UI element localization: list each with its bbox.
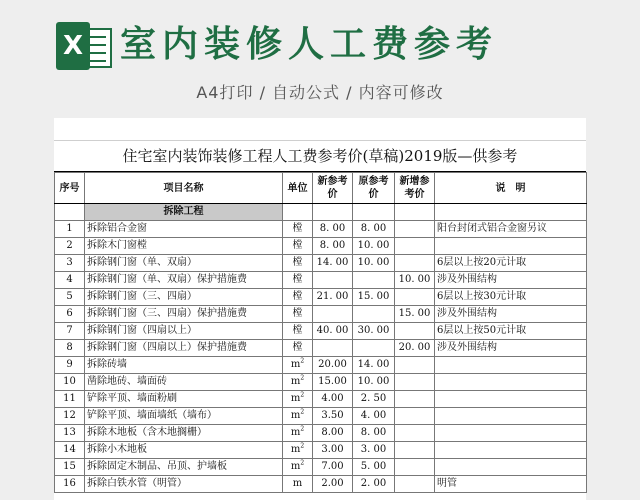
table-row bbox=[55, 442, 587, 459]
cell-added-price bbox=[395, 323, 435, 340]
table-row bbox=[55, 255, 587, 272]
col-header-new-price: 新参考价 bbox=[313, 173, 353, 204]
cell-name: 拆除钢门窗（单、双扇）保护措施费 bbox=[85, 272, 283, 289]
cell-unit: 樘 bbox=[283, 255, 313, 272]
cell-no: 5 bbox=[55, 289, 85, 306]
cell-name: 拆除钢门窗（三、四扇）保护措施费 bbox=[85, 306, 283, 323]
cell-no: 13 bbox=[55, 425, 85, 442]
table-row bbox=[55, 238, 587, 255]
cell-name: 拆除木地板（含木地搁栅） bbox=[85, 425, 283, 442]
cell-unit: $m^2$ bbox=[283, 459, 313, 476]
cell-new-price: 7.00 bbox=[313, 459, 353, 476]
table-row bbox=[55, 459, 587, 476]
unit-superscript: 2 bbox=[300, 357, 305, 365]
cell-new-price: 20.00 bbox=[313, 357, 353, 374]
cell-note: 6层以上按20元计取 bbox=[435, 255, 587, 272]
cell-note: 阳台封闭式铝合金窗另议 bbox=[435, 221, 587, 238]
cell-note bbox=[435, 459, 587, 476]
sheet-title: 住宅室内装饰装修工程人工费参考价(草稿)2019版—供参考 bbox=[54, 141, 586, 172]
cell-new-price: 3.50 bbox=[313, 408, 353, 425]
cell-name: 铲除平顶、墙面粉刷 bbox=[85, 391, 283, 408]
cell-no: 8 bbox=[55, 340, 85, 357]
cell-name: 铲除平顶、墙面墙纸（墙布） bbox=[85, 408, 283, 425]
table-row bbox=[55, 357, 587, 374]
cell-unit: 樘 bbox=[283, 272, 313, 289]
cell-unit: $m^2$ bbox=[283, 442, 313, 459]
col-header-unit: 单位 bbox=[283, 173, 313, 204]
cell-old-price bbox=[353, 306, 395, 323]
cell-note: 涉及外围结构 bbox=[435, 340, 587, 357]
cell-no: 6 bbox=[55, 306, 85, 323]
blank-row bbox=[54, 118, 586, 141]
cell-name: 拆除砖墙 bbox=[85, 357, 283, 374]
spreadsheet bbox=[54, 118, 586, 500]
table-row bbox=[55, 374, 587, 391]
cell-added-price: 15. 00 bbox=[395, 306, 435, 323]
price-table bbox=[54, 172, 587, 493]
cell-added-price bbox=[395, 442, 435, 459]
cell-unit: $m^2$ bbox=[283, 425, 313, 442]
cell-added-price: 10. 00 bbox=[395, 272, 435, 289]
cell-new-price: 15.00 bbox=[313, 374, 353, 391]
header-row bbox=[55, 173, 587, 204]
cell-unit: $m^2$ bbox=[283, 374, 313, 391]
cell-new-price: 4.00 bbox=[313, 391, 353, 408]
cell-added-price bbox=[395, 408, 435, 425]
table-row bbox=[55, 272, 587, 289]
cell-old-price: 3. 00 bbox=[353, 442, 395, 459]
cell-note: 明管 bbox=[435, 476, 587, 493]
cell-unit: $m^2$ bbox=[283, 357, 313, 374]
cell-no: 10 bbox=[55, 374, 85, 391]
cell-name: 拆除小木地板 bbox=[85, 442, 283, 459]
cell-unit: $m^2$ bbox=[283, 391, 313, 408]
cell-name: 拆除钢门窗（四扇以上） bbox=[85, 323, 283, 340]
cell-unit: 樘 bbox=[283, 289, 313, 306]
cell-old-price: 10. 00 bbox=[353, 374, 395, 391]
cell-new-price: 8. 00 bbox=[313, 221, 353, 238]
cell-new-price bbox=[313, 306, 353, 323]
table-row bbox=[55, 221, 587, 238]
cell-name: 拆除木门窗樘 bbox=[85, 238, 283, 255]
banner-title: 室内装修人工费参考 bbox=[120, 24, 499, 65]
cell-added-price bbox=[395, 374, 435, 391]
cell-name: 拆除白铁水管（明管） bbox=[85, 476, 283, 493]
table-row bbox=[55, 323, 587, 340]
cell-unit: 樘 bbox=[283, 238, 313, 255]
unit-superscript: 2 bbox=[300, 408, 305, 416]
unit-superscript: 2 bbox=[300, 374, 305, 382]
cell-new-price: 21. 00 bbox=[313, 289, 353, 306]
cell-name: 拆除钢门窗（单、双扇） bbox=[85, 255, 283, 272]
cell-note: 6层以上按50元计取 bbox=[435, 323, 587, 340]
cell-note: 涉及外围结构 bbox=[435, 272, 587, 289]
cell-added-price bbox=[395, 357, 435, 374]
cell-old-price: 14. 00 bbox=[353, 357, 395, 374]
cell-name: 凿除地砖、墙面砖 bbox=[85, 374, 283, 391]
cell-old-price: 4. 00 bbox=[353, 408, 395, 425]
cell-added-price bbox=[395, 391, 435, 408]
cell-no: 12 bbox=[55, 408, 85, 425]
banner bbox=[0, 0, 640, 118]
cell-no: 9 bbox=[55, 357, 85, 374]
cell-new-price: 8. 00 bbox=[313, 238, 353, 255]
cell-old-price: 8. 00 bbox=[353, 221, 395, 238]
table-row bbox=[55, 340, 587, 357]
unit-superscript: 2 bbox=[300, 442, 305, 450]
cell-new-price: 40. 00 bbox=[313, 323, 353, 340]
cell-added-price bbox=[395, 476, 435, 493]
cell-unit: 樘 bbox=[283, 340, 313, 357]
cell-name: 拆除钢门窗（四扇以上）保护措施费 bbox=[85, 340, 283, 357]
cell-note bbox=[435, 391, 587, 408]
cell-added-price bbox=[395, 289, 435, 306]
cell-note bbox=[435, 357, 587, 374]
cell-added-price bbox=[395, 221, 435, 238]
table-row bbox=[55, 306, 587, 323]
cell-name: 拆除钢门窗（三、四扇） bbox=[85, 289, 283, 306]
cell-added-price: 20. 00 bbox=[395, 340, 435, 357]
cell-new-price bbox=[313, 340, 353, 357]
cell-added-price bbox=[395, 459, 435, 476]
cell-no: 3 bbox=[55, 255, 85, 272]
cell-old-price: 30. 00 bbox=[353, 323, 395, 340]
cell-new-price: 14. 00 bbox=[313, 255, 353, 272]
cell-old-price: 15. 00 bbox=[353, 289, 395, 306]
col-header-note: 说 明 bbox=[435, 173, 587, 204]
cell-note bbox=[435, 425, 587, 442]
cell-old-price bbox=[353, 340, 395, 357]
cell-note bbox=[435, 374, 587, 391]
cell-no: 11 bbox=[55, 391, 85, 408]
cell-new-price bbox=[313, 272, 353, 289]
cell-no: 14 bbox=[55, 442, 85, 459]
cell-unit: 樘 bbox=[283, 221, 313, 238]
table-row bbox=[55, 391, 587, 408]
cell-no: 1 bbox=[55, 221, 85, 238]
cell-note bbox=[435, 442, 587, 459]
cell-old-price: 8. 00 bbox=[353, 425, 395, 442]
cell-new-price: 8.00 bbox=[313, 425, 353, 442]
unit-superscript: 2 bbox=[300, 391, 305, 399]
cell-no: 2 bbox=[55, 238, 85, 255]
cell-unit: 樘 bbox=[283, 306, 313, 323]
unit-superscript: 2 bbox=[300, 459, 305, 467]
cell-old-price: 5. 00 bbox=[353, 459, 395, 476]
excel-logo-icon: X bbox=[56, 22, 114, 70]
table-row bbox=[55, 476, 587, 493]
cell-old-price bbox=[353, 272, 395, 289]
cell-note: 6层以上按30元计取 bbox=[435, 289, 587, 306]
cell-unit: $m^2$ bbox=[283, 408, 313, 425]
col-header-name: 项目名称 bbox=[85, 173, 283, 204]
cell-note bbox=[435, 238, 587, 255]
section-row bbox=[55, 204, 587, 221]
table-row bbox=[55, 425, 587, 442]
cell-unit: m bbox=[283, 476, 313, 493]
col-header-no: 序号 bbox=[55, 173, 85, 204]
col-header-added-price: 新增参考价 bbox=[395, 173, 435, 204]
cell-no: 4 bbox=[55, 272, 85, 289]
cell-no: 16 bbox=[55, 476, 85, 493]
cell-added-price bbox=[395, 425, 435, 442]
cell-note: 涉及外围结构 bbox=[435, 306, 587, 323]
cell-name: 拆除固定木制品、吊顶、护墙板 bbox=[85, 459, 283, 476]
cell-old-price: 10. 00 bbox=[353, 238, 395, 255]
cell-unit: 樘 bbox=[283, 323, 313, 340]
cell-added-price bbox=[395, 238, 435, 255]
col-header-old-price: 原参考价 bbox=[353, 173, 395, 204]
table-row bbox=[55, 408, 587, 425]
cell-no: 15 bbox=[55, 459, 85, 476]
cell-no: 7 bbox=[55, 323, 85, 340]
cell-new-price: 2.00 bbox=[313, 476, 353, 493]
section-label: 拆除工程 bbox=[85, 204, 283, 221]
cell-name: 拆除铝合金窗 bbox=[85, 221, 283, 238]
cell-new-price: 3.00 bbox=[313, 442, 353, 459]
cell-old-price: 2. 00 bbox=[353, 476, 395, 493]
cell-old-price: 10. 00 bbox=[353, 255, 395, 272]
table-row bbox=[55, 289, 587, 306]
unit-superscript: 2 bbox=[300, 425, 305, 433]
cell-added-price bbox=[395, 255, 435, 272]
cell-old-price: 2. 50 bbox=[353, 391, 395, 408]
banner-subtitle: A4打印 / 自动公式 / 内容可修改 bbox=[196, 83, 444, 102]
cell-note bbox=[435, 408, 587, 425]
